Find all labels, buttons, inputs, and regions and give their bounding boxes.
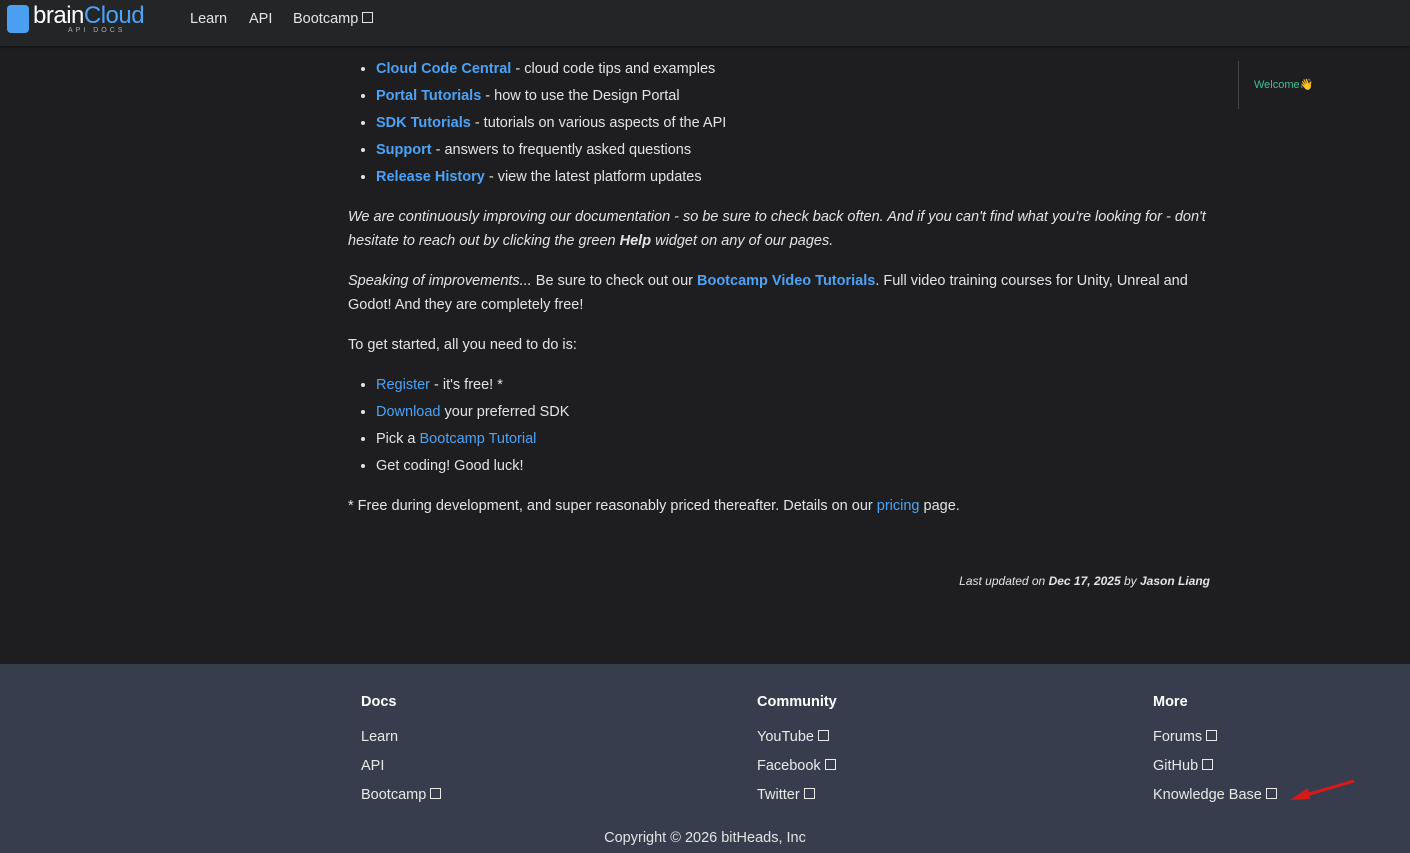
list-item xyxy=(376,57,1208,81)
list-item-desc: - tutorials on various aspects of the API xyxy=(470,115,727,131)
p1-text: We are continuously improving our documentation - so be sure to check back often. And if you can't find what you're looking for - don't hesitate to reach out by clicking the green xyxy=(348,209,1206,249)
external-link-icon xyxy=(1202,759,1213,770)
logo-text[interactable] xyxy=(33,2,144,30)
external-link-icon xyxy=(804,788,815,799)
footer-youtube-link[interactable] xyxy=(757,728,837,746)
list-item xyxy=(376,454,1208,478)
list-item-desc: - view the latest platform updates xyxy=(484,169,702,185)
logo-subtitle: API DOCS xyxy=(68,27,126,34)
sdk-tutorials-link[interactable]: SDK Tutorials xyxy=(376,115,471,131)
footer-link-label: YouTube xyxy=(757,729,814,745)
toc-welcome-link[interactable]: Welcome👋 xyxy=(1254,79,1314,91)
list-item-desc: - cloud code tips and examples xyxy=(511,61,716,77)
p1-text-end: widget on any of our pages. xyxy=(651,233,834,249)
register-link[interactable]: Register xyxy=(376,377,430,393)
list-item-desc: - how to use the Design Portal xyxy=(481,88,680,104)
main-content xyxy=(348,54,1208,534)
p1-help: Help xyxy=(619,233,652,249)
external-link-icon xyxy=(362,12,373,23)
get-started-text: To get started, all you need to do is: xyxy=(348,337,577,353)
pricing-note xyxy=(348,494,1208,518)
external-link-icon xyxy=(430,788,441,799)
footer-col-community xyxy=(757,694,837,815)
footer-learn-link[interactable]: Learn xyxy=(361,729,399,745)
footer-facebook-link[interactable] xyxy=(757,757,837,775)
external-link-icon xyxy=(1206,730,1217,741)
nav-bootcamp-label: Bootcamp xyxy=(293,11,359,27)
logo-main: brain xyxy=(33,2,84,29)
footer-api-link[interactable]: API xyxy=(361,758,385,774)
p4-text: * Free during development, and super reasonably priced thereafter. Details on our xyxy=(348,498,877,514)
step-text: Pick a xyxy=(376,431,420,447)
navbar xyxy=(0,0,1410,46)
list-item xyxy=(376,84,1208,108)
logo-accent: Cloud xyxy=(83,2,145,29)
bootcamp-paragraph xyxy=(348,269,1208,317)
updated-label: Last updated on xyxy=(959,574,1049,588)
p2-italic: Speaking of improvements... xyxy=(348,273,532,289)
download-link[interactable]: Download xyxy=(376,404,441,420)
nav-learn[interactable]: Learn xyxy=(190,11,228,27)
footer-link-label: Bootcamp xyxy=(361,787,427,803)
braincloud-logo-icon[interactable] xyxy=(7,5,29,33)
list-item-desc: - answers to frequently asked questions xyxy=(431,142,692,158)
improvement-paragraph xyxy=(348,205,1208,253)
list-item xyxy=(376,138,1208,162)
list-item xyxy=(376,373,1208,397)
portal-tutorials-link[interactable]: Portal Tutorials xyxy=(376,88,482,104)
list-item xyxy=(376,165,1208,189)
bootcamp-tutorial-link[interactable]: Bootcamp Tutorial xyxy=(419,431,537,447)
footer-col-more xyxy=(1153,694,1277,815)
p2-text-end: . Full video training courses for Unity, Unreal and Godot! And they are completely free! xyxy=(348,273,1188,313)
copyright: Copyright © 2026 bitHeads, Inc xyxy=(604,830,806,846)
updated-author: Jason Liang xyxy=(1139,574,1210,588)
step-text: your preferred SDK xyxy=(440,404,570,420)
nav-api[interactable]: API xyxy=(249,11,273,27)
bootcamp-video-tutorials-link[interactable]: Bootcamp Video Tutorials xyxy=(697,273,876,289)
step-text: Get coding! Good luck! xyxy=(376,458,524,474)
footer-forums-link[interactable] xyxy=(1153,728,1277,746)
footer xyxy=(0,664,1410,853)
cloud-code-central-link[interactable]: Cloud Code Central xyxy=(376,61,512,77)
list-item xyxy=(376,111,1208,135)
footer-col-title: Docs xyxy=(361,694,397,710)
external-link-icon xyxy=(825,759,836,770)
footer-link-label: Forums xyxy=(1153,729,1203,745)
footer-link-label: Knowledge Base xyxy=(1153,787,1262,803)
footer-bootcamp-link[interactable] xyxy=(361,786,441,804)
footer-col-title: Community xyxy=(757,694,837,710)
footer-link-label: Facebook xyxy=(757,758,821,774)
footer-link-label: GitHub xyxy=(1153,758,1199,774)
nav-bootcamp[interactable] xyxy=(293,11,373,27)
resource-list xyxy=(348,57,1208,189)
footer-col-docs xyxy=(361,694,441,815)
external-link-icon xyxy=(818,730,829,741)
footer-col-title: More xyxy=(1153,694,1188,710)
pricing-link[interactable]: pricing xyxy=(876,498,920,514)
footer-twitter-link[interactable] xyxy=(757,786,837,804)
red-arrow-annotation-icon xyxy=(1288,778,1358,804)
p2-text: Be sure to check out our xyxy=(531,273,697,289)
table-of-contents xyxy=(1238,61,1313,109)
steps-list xyxy=(348,373,1208,478)
updated-date: Dec 17, 2025 xyxy=(1048,574,1121,588)
external-link-icon xyxy=(1266,788,1277,799)
support-link[interactable]: Support xyxy=(376,142,432,158)
step-text: - it's free! * xyxy=(430,377,503,393)
last-updated xyxy=(959,574,1210,588)
footer-github-link[interactable] xyxy=(1153,757,1277,775)
footer-knowledge-base-link[interactable] xyxy=(1153,786,1277,804)
list-item xyxy=(376,400,1208,424)
p4-text-end: page. xyxy=(919,498,960,514)
updated-by: by xyxy=(1120,574,1140,588)
list-item xyxy=(376,427,1208,451)
footer-link-label: Twitter xyxy=(757,787,800,803)
release-history-link[interactable]: Release History xyxy=(376,169,485,185)
